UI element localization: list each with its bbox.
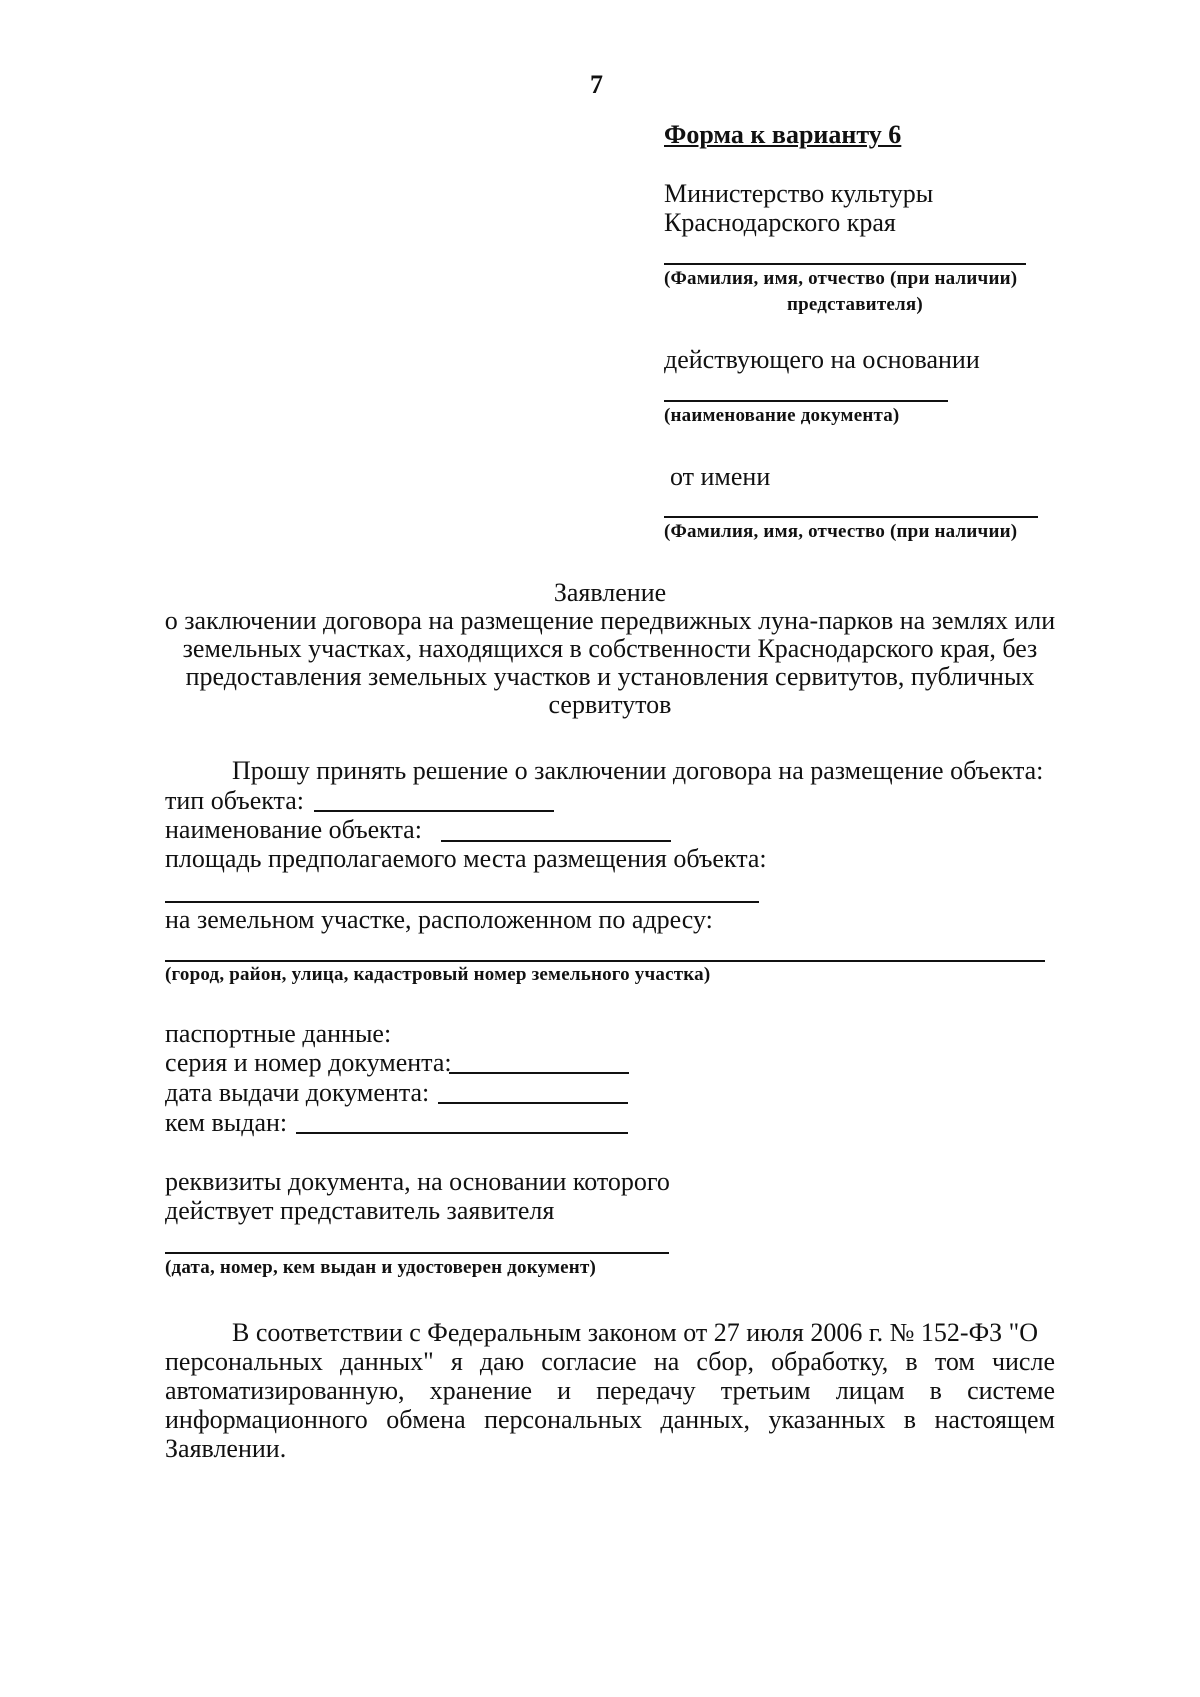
- consent-line-5: Заявлении.: [165, 1434, 287, 1463]
- statement-subject-line-2: земельных участках, находящихся в собственности Краснодарского края, без: [182, 634, 1038, 663]
- applicant-name-line: [664, 516, 1038, 518]
- statement-subject-line-3: предоставления земельных участков и установления сервитутов, публичных: [185, 662, 1035, 691]
- land-plot-label: на земельном участке, расположенном по адресу:: [165, 905, 713, 934]
- doc-date-label: дата выдачи документа:: [165, 1078, 430, 1107]
- request-text: Прошу принять решение о заключении договора на размещение объекта:: [232, 756, 1044, 785]
- consent-line-2: персональных данных" я даю согласие на сбор, обработку, в том числе: [165, 1347, 1055, 1376]
- statement-subject-line-4: сервитутов: [548, 690, 672, 719]
- area-label: площадь предполагаемого места размещения объекта:: [165, 844, 767, 873]
- applicant-name-caption: (Фамилия, имя, отчество (при наличии): [664, 521, 1018, 542]
- basis-caption: (дата, номер, кем выдан и удостоверен документ): [165, 1257, 597, 1278]
- passport-label: паспортные данные:: [165, 1019, 392, 1048]
- representative-caption-1: (Фамилия, имя, отчество (при наличии): [664, 268, 1018, 289]
- addressee-line-2: Краснодарского края: [664, 208, 896, 237]
- object-type-label: тип объекта:: [165, 786, 304, 815]
- document-name-line: [664, 400, 948, 402]
- object-type-line: [314, 810, 554, 812]
- on-behalf-label: от имени: [670, 462, 771, 491]
- basis-label-2: действует представитель заявителя: [165, 1196, 555, 1225]
- representative-name-line: [664, 263, 1026, 265]
- issued-by-label: кем выдан:: [165, 1108, 288, 1137]
- area-line: [165, 901, 759, 903]
- doc-series-label: серия и номер документа:: [165, 1048, 452, 1077]
- issued-by-line: [296, 1132, 628, 1134]
- object-name-label: наименование объекта:: [165, 815, 422, 844]
- consent-line-1: В соответствии с Федеральным законом от 27 июля 2006 г. № 152-ФЗ "О: [232, 1318, 1039, 1347]
- doc-date-line: [438, 1102, 628, 1104]
- basis-label-1: реквизиты документа, на основании которого: [165, 1167, 670, 1196]
- acting-basis-label: действующего на основании: [664, 345, 980, 374]
- representative-caption-2: представителя): [787, 294, 923, 315]
- address-line: [165, 960, 1045, 962]
- consent-line-4: информационного обмена персональных данных, указанных в настоящем: [165, 1405, 1055, 1434]
- page-number: 7: [590, 70, 603, 99]
- doc-series-line: [449, 1072, 629, 1074]
- statement-subject-line-1: о заключении договора на размещение передвижных луна-парков на землях или: [164, 606, 1056, 635]
- consent-line-3: автоматизированную, хранение и передачу третьим лицам в системе: [165, 1376, 1055, 1405]
- object-name-line: [441, 840, 671, 842]
- statement-heading: Заявление: [553, 578, 667, 607]
- document-name-caption: (наименование документа): [664, 405, 900, 426]
- basis-line: [165, 1252, 669, 1254]
- address-caption: (город, район, улица, кадастровый номер земельного участка): [165, 964, 711, 985]
- addressee-line-1: Министерство культуры: [664, 179, 934, 208]
- form-label: Форма к варианту 6: [664, 120, 902, 149]
